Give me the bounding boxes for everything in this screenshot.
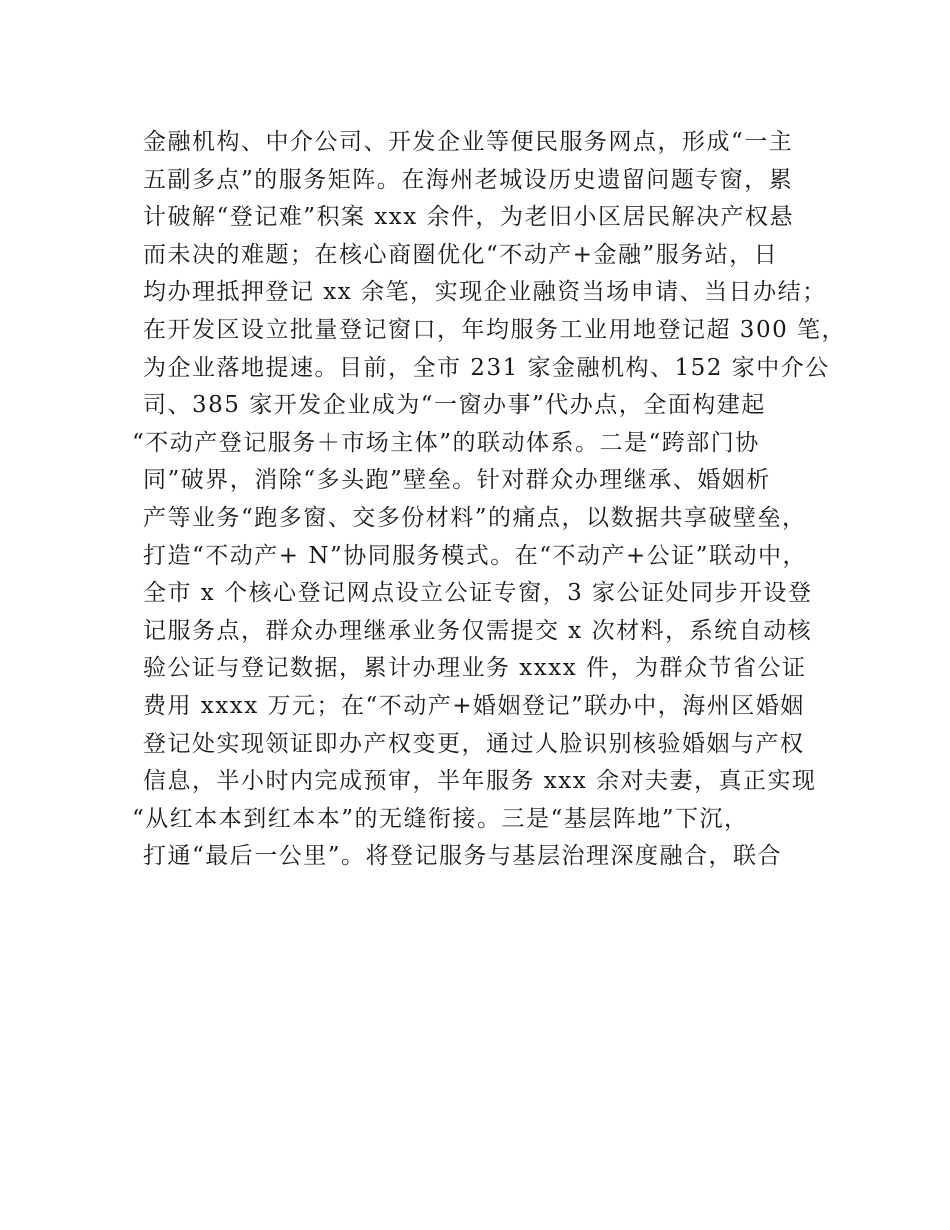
text-line-5: 均办理抵押登记 xx 余笔，实现企业融资当场申请、当日办结； bbox=[143, 279, 827, 306]
text-line-17: 登记处实现领证即办产权变更，通过人脸识别核验婚姻与产权 bbox=[143, 730, 805, 757]
text-line-15: 验公证与登记数据，累计办理业务 xxxx 件，为群众节省公证 bbox=[143, 655, 807, 682]
text-line-6: 在开发区设立批量登记窗口，年均服务工业用地登记超 300 笔， bbox=[143, 316, 847, 343]
text-line-12: 打造“不动产+ N”协同服务模式。在“不动产+公证”联动中， bbox=[143, 542, 808, 569]
text-line-2: 五副多点”的服务矩阵。在海州老城设历史遗留问题专窗，累 bbox=[143, 166, 794, 193]
text-line-11: 产等业务“跑多窗、交多份材料”的痛点，以数据共享破壁垒， bbox=[143, 504, 807, 531]
text-line-13: 全市 x 个核心登记网点设立公证专窗，3 家公证处同步开设登 bbox=[143, 580, 813, 607]
text-line-14: 记服务点，群众办理继承业务仅需提交 x 次材料，系统自动核 bbox=[143, 617, 813, 644]
body-text bbox=[0, 124, 950, 876]
text-line-3: 计破解“登记难”积案 xxx 余件，为老旧小区居民解决产权悬 bbox=[143, 204, 795, 231]
text-line-20: 打通“最后一公里”。将登记服务与基层治理深度融合，联合 bbox=[143, 843, 783, 870]
text-line-10: 同”破界，消除“多头跑”壁垒。针对群众办理继承、婚姻析 bbox=[143, 467, 771, 494]
text-line-16: 费用 xxxx 万元；在“不动产+婚姻登记”联办中，海州区婚姻 bbox=[143, 692, 805, 719]
text-line-9: “不动产登记服务＋市场主体”的联动体系。二是“跨部门协 bbox=[132, 429, 760, 456]
text-line-7: 为企业落地提速。目前，全市 231 家金融机构、152 家中介公 bbox=[143, 354, 830, 381]
text-line-19: “从红本本到红本本”的无缝衔接。三是“基层阵地”下沉， bbox=[132, 805, 749, 832]
text-line-8: 司、385 家开发企业成为“一窗办事”代办点，全面构建起 bbox=[143, 392, 766, 419]
text-line-1: 金融机构、中介公司、开发企业等便民服务网点，形成“一主 bbox=[143, 129, 794, 155]
text-line-18: 信息，半小时内完成预审，半年服务 xxx 余对夫妻，真正实现 bbox=[143, 768, 817, 795]
text-line-4: 而未决的难题；在核心商圈优化“不动产+金融”服务站，日 bbox=[143, 241, 779, 268]
